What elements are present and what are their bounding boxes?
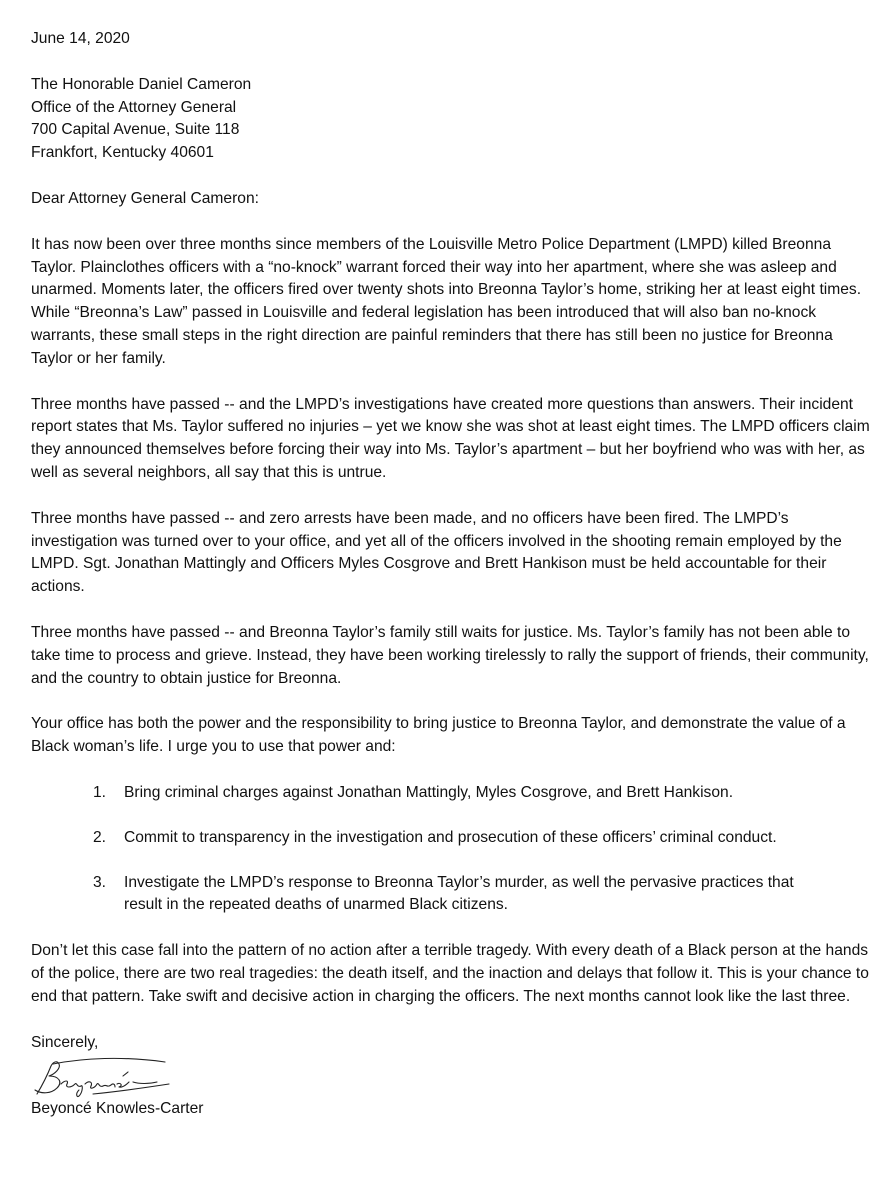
letter-date: June 14, 2020 (31, 30, 130, 47)
paragraph-request: Your office has both the power and the responsibility to bring justice to Breonna Taylor, and demonstrate the value of a Black woman’s life. I urge you to use that power and: (31, 715, 846, 756)
demand-text: Commit to transparency in the investigation and prosecution of these officers’ criminal conduct. (124, 828, 777, 846)
recipient-address-block (31, 74, 871, 165)
salutation: Dear Attorney General Cameron: (31, 189, 259, 207)
paragraph-questions: Three months have passed -- and the LMPD’s investigations have created more questions than answers. Their incident report states that Ms. Taylor suffered no injuries – yet we know she was shot at least eight times. The LMPD officers claim they announced themselves before forcing their way into Ms. Taylor’s apartment – but her boyfriend who was with her, as well as several neighbors, all say that this is untrue. (31, 395, 870, 481)
paragraph-closing-appeal: Don’t let this case fall into the pattern of no action after a terrible tragedy. With every death of a Black person at the hands of the police, there are two real tragedies: the death itself, and the inaction and delays that follow it. This is your chance to end that pattern. Take swift and decisive action in charging the officers. The next months cannot look like the last three. (31, 942, 869, 1005)
handwritten-signature (33, 1054, 173, 1100)
signer-name: Beyoncé Knowles-Carter (31, 1100, 204, 1118)
recipient-street: 700 Capital Avenue, Suite 118 (31, 121, 240, 139)
paragraph-arrests: Three months have passed -- and zero arrests have been made, and no officers have been fired. The LMPD’s investigation was turned over to your office, and yet all of the officers involved in the shooting remain employed by the LMPD. Sgt. Jonathan Mattingly and Officers Myles Cosgrove and Brett Hankison must be held accountable for their actions. (31, 509, 842, 596)
recipient-name: The Honorable Daniel Cameron (31, 75, 252, 93)
demand-number: 2. (93, 828, 107, 846)
paragraph-family: Three months have passed -- and Breonna Taylor’s family still waits for justice. Ms. Taylor’s family has not been able to take time to process and grieve. Instead, they have been working tirelessly to rally the support of friends, their community, and the country to obtain justice for Breonna. (31, 623, 869, 687)
demand-number: 3. (93, 873, 107, 891)
demand-number: 1. (93, 783, 107, 801)
demand-item (93, 782, 871, 805)
letter-page (31, 28, 871, 1121)
recipient-city: Frankfort, Kentucky 40601 (31, 144, 214, 162)
paragraph-intro: It has now been over three months since members of the Louisville Metro Police Department (LMPD) killed Breonna Taylor. Plainclothes officers with a “no-knock” warrant forced their way into her apartment, where she was asleep and unarmed. Moments later, the officers fired over twenty shots into Breonna Taylor’s home, striking her at least eight times. While “Breonna’s Law” passed in Louisville and federal legislation has been introduced that will also ban no-knock warrants, these small steps in the right direction are painful reminders that there has still been no justice for Breonna Taylor or her family. (31, 235, 862, 367)
demand-text: Bring criminal charges against Jonathan Mattingly, Myles Cosgrove, and Brett Hankison. (124, 783, 734, 801)
demands-list (31, 782, 871, 917)
demand-item (93, 872, 871, 918)
recipient-office: Office of the Attorney General (31, 98, 237, 116)
demand-text: Investigate the LMPD’s response to Breonna Taylor’s murder, as well the pervasive practices that result in the repeated deaths of unarmed Black citizens. (124, 873, 794, 914)
demand-item (93, 827, 871, 850)
closing-sincerely: Sincerely, (31, 1033, 99, 1051)
